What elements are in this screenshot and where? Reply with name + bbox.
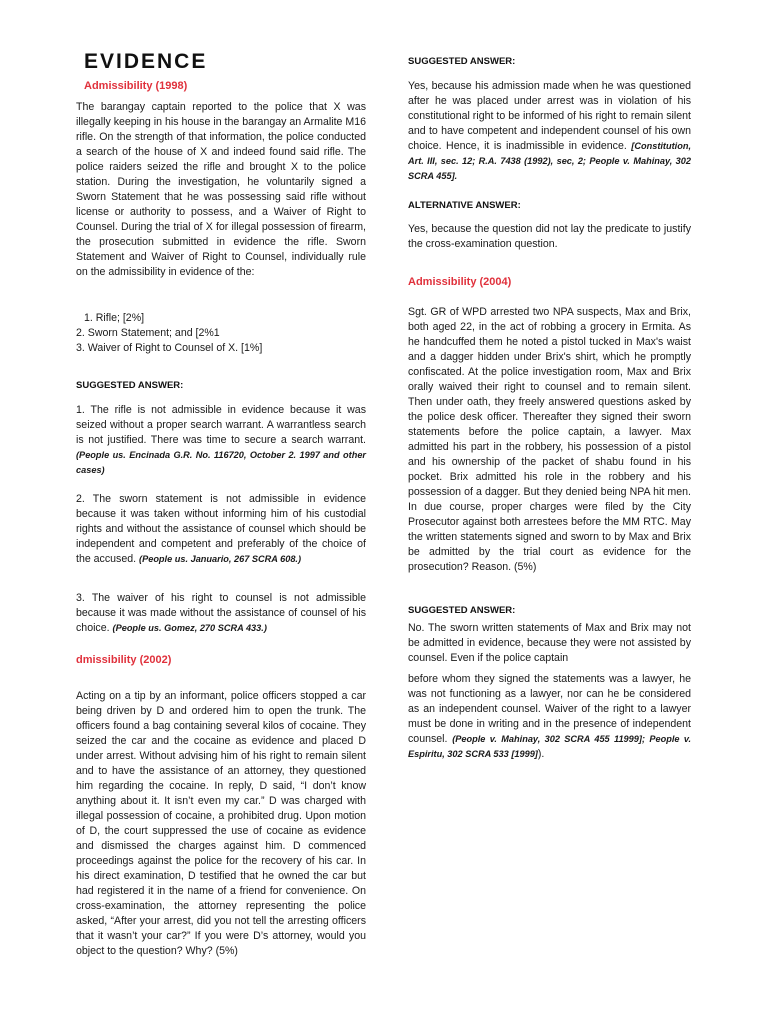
citation: (People us. Januario, 267 SCRA 608.) [139,554,302,564]
answer-1998-2 [76,492,366,567]
answer-text: before whom they signed the statements was a lawyer, he was not functioning as a lawyer, nor can he be considered as an independent counsel. Waiver of the right to a lawyer must be done in writing and in the presence of independent counsel. [408,673,691,745]
answer-2002 [408,79,691,184]
question-1998: The barangay captain reported to the police that X was illegally keeping in his house in the barangay an Armalite M16 rifle. On the strength of that information, the police conducted a search of the house of X and indeed found said rifle. The police raiders seized the rifle and brought X to the police station. During the investigation, he voluntarily signed a Sworn Statement that he was possessing said rifle without license or authority to possess, and a Waiver of Right to Counsel. During the trial of X for illegal possession of firearm, the prosecution submitted in evidence the rifle. Sworn Statement and Waiver of Right to Counsel, individually rule on the admissibility in evidence of the: [76,101,366,278]
suggested-answer-label-2004: SUGGESTED ANSWER: [408,605,516,616]
question-2004: Sgt. GR of WPD arrested two NPA suspects, Max and Brix, both aged 22, in the act of robbing a grocery in Ermita. As he handcuffed them he noted a pistol tucked in Max's waist and a dagger hidden under Brix's shirt, which he promptly confiscated. At the police investigation room, Max and Brix orally waived their right to counsel and to remain silent. Then under oath, they freely answered questions asked by the police desk officer. Thereafter they signed their sworn statements before the police captain, a lawyer. Max admitted his part in the robbery, his possession of a pistol and his ownership of the packet of shabu found in his pocket. Brix admitted his role in the robbery and his possession of a dagger. But they denied being NPA hit men. In due course, proper charges were filed by the City Prosecutor against both arrestees before the MM RTC. May the written statements signed and sworn to by Max and Brix be admitted by the trial court as evidence for the prosecution? Reason. (5%) [408,306,691,573]
question-2002: Acting on a tip by an informant, police officers stopped a car being driven by D and ordered him to open the trunk. The officers found a bag containing several kilos of cocaine. They seized the car and the cocaine as evidence and placed D under arrest. Without advising him of his right to remain silent and to have the assistance of an attorney, they questioned him regarding the cocaine. In reply, D said, “I don’t know anything about it. It isn’t even my car.” D was charged with illegal possession of cocaine, a prohibited drug. Upon motion of D, the court suppressed the use of cocaine as evidence and dismissed the charges against him. D commenced proceedings against the police for the recovery of his car. In his direct examination, D testified that he owned the car but had registered it in the name of a friend for convenience. On cross-examination, the attorney representing the police asked, “After your arrest, did you not tell the arresting officers that it wasn’t your car?” If you were D’s attorney, would you object to the question? Why? (5%) [76,690,366,957]
citation: (People v. Mahinay, 302 SCRA 455 11999]; People v. Espiritu, 302 SCRA 533 [1999] [408,734,692,759]
answer-text: 3. The waiver of his right to counsel is not admissible because it was made without the assistance of counsel of his choice. [76,592,366,634]
citation: (People us. Gomez, 270 SCRA 433.) [112,623,267,633]
citation: (People us. Encinada G.R. No. 116720, October 2. 1997 and other cases) [76,450,366,475]
answer-2004-part-1: No. The sworn written statements of Max and Brix may not be admitted in evidence, because they were not assisted by counsel. Even if the police captain [408,622,691,664]
suggested-answer-label-1998: SUGGESTED ANSWER: [76,380,184,391]
section-heading-2004: Admissibility (2004) [408,276,512,288]
alternative-answer-2002: Yes, because the question did not lay the predicate to justify the cross-examination question. [408,223,691,250]
answer-1998-3 [76,591,366,636]
section-heading-2002: dmissibility (2002) [76,654,172,666]
answer-end: ). [537,748,545,760]
citation: [Constitution, Art. III, sec. 12; R.A. 7438 (1992), sec, 2; People v. Mahinay, 302 SCRA 455]. [408,141,691,181]
answer-2004-part-2 [408,672,691,762]
suggested-answer-label-2002: SUGGESTED ANSWER: [408,56,516,67]
list-item: 1. Rifle; [2%] [84,312,145,324]
answer-text: 1. The rifle is not admissible in evidence because it was seized without a proper search warrant. A warrantless search is not justified. There was time to secure a search warrant. [76,404,366,446]
list-item: 2. Sworn Statement; and [2%1 [76,327,220,339]
alternative-answer-label: ALTERNATIVE ANSWER: [408,200,521,211]
answer-text: 2. The sworn statement is not admissible in evidence because it was taken without informing him of his custodial rights and without the assistance of counsel which should be independent and competent and preferably of the choice of the accused. [76,493,366,565]
section-heading-1998: Admissibility (1998) [84,80,188,92]
answer-1998-1 [76,403,366,478]
list-item: 3. Waiver of Right to Counsel of X. [1%] [76,342,263,354]
question-1998-items [76,311,366,356]
document-title: EVIDENCE [84,50,208,73]
answer-text: Yes, because his admission made when he was questioned after he was placed under arrest was in violation of his constitutional right to be informed of his right to remain silent and to have competent and independent counsel of his own choice. Hence, it is inadmissible in evidence. [408,80,691,152]
